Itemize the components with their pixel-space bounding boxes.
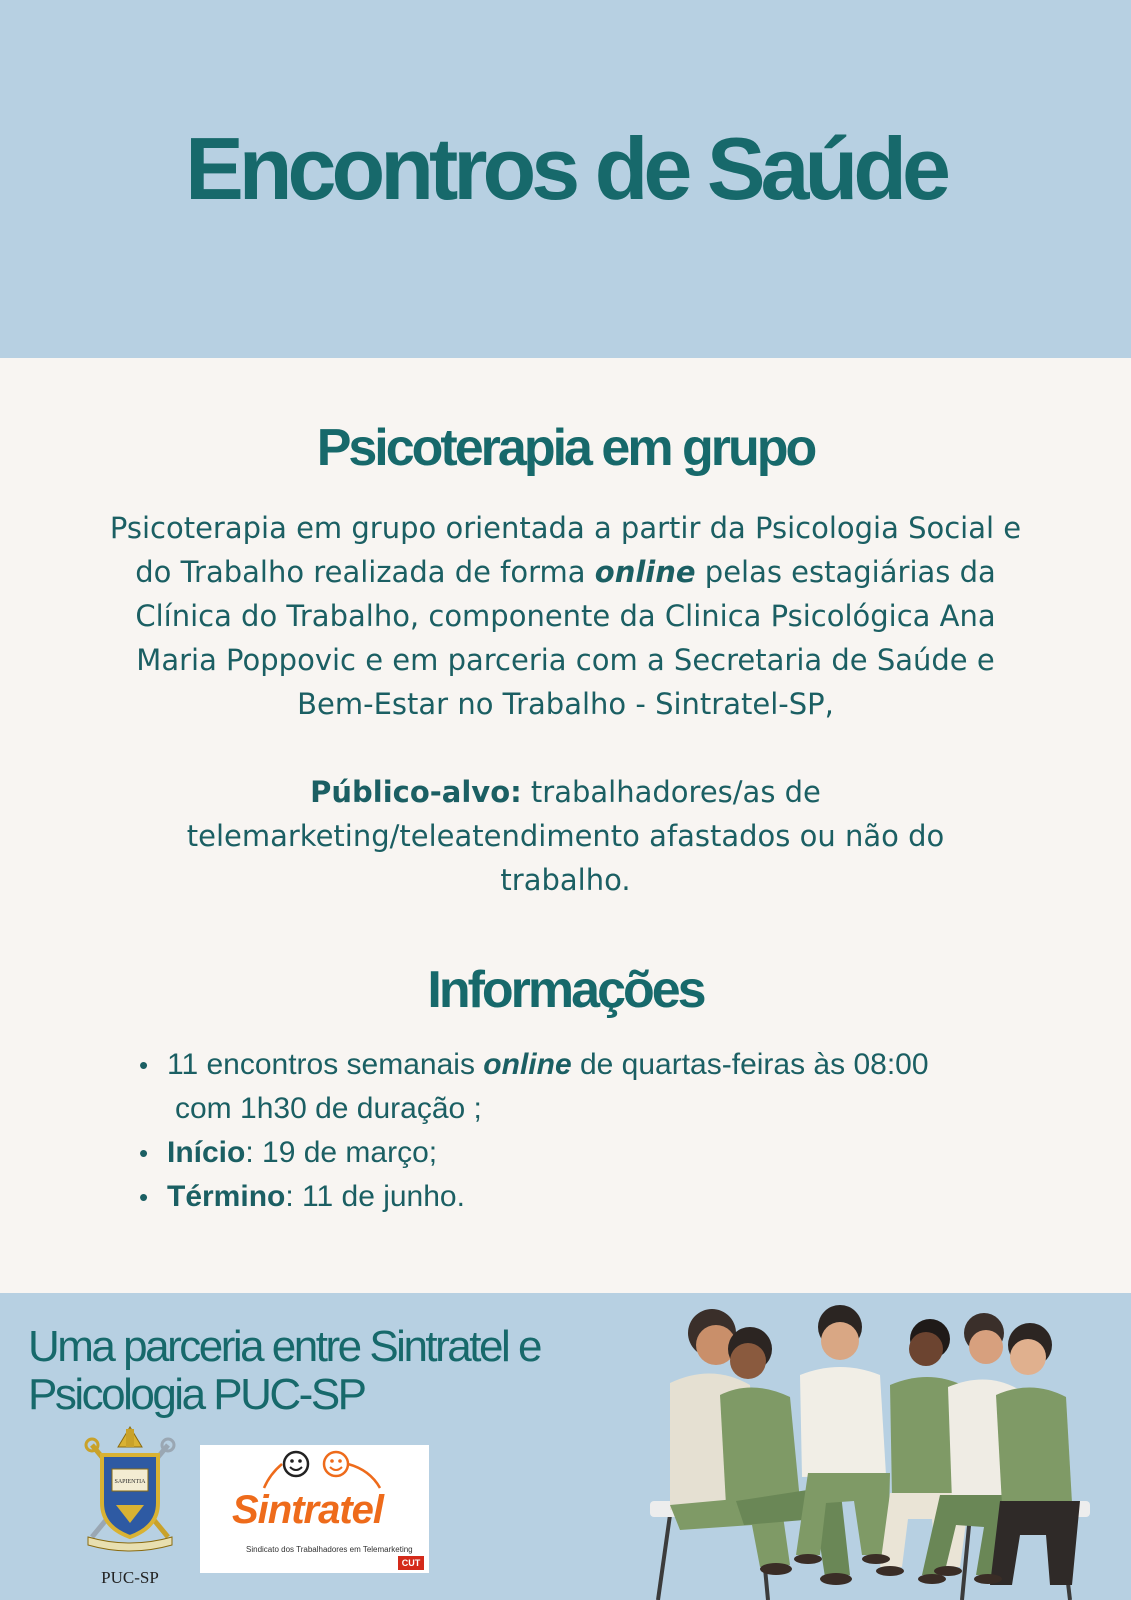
sintratel-logo-text: Sintratel bbox=[232, 1488, 384, 1532]
psicoterapia-title: Psicoterapia em grupo bbox=[316, 419, 815, 477]
bullet-icon: • bbox=[139, 1182, 149, 1212]
audience-text: trabalhadores/as de telemarketing/teleatendimento afastados ou não do trabalho. bbox=[186, 775, 945, 897]
intro-online-emphasis: online bbox=[594, 555, 696, 589]
group-therapy-illustration-icon bbox=[640, 1305, 1100, 1600]
end-label: Término bbox=[167, 1180, 286, 1213]
puc-sp-coat-of-arms-icon bbox=[80, 1425, 180, 1555]
cut-badge: CUT bbox=[398, 1556, 424, 1570]
sintratel-subtitle: Sindicato dos Trabalhadores em Telemarketing bbox=[246, 1545, 413, 1554]
item-prefix: 11 encontros semanais bbox=[167, 1048, 484, 1081]
puc-seal-text: SAPIENTIA bbox=[114, 1479, 146, 1485]
start-label: Início bbox=[167, 1136, 246, 1169]
list-item bbox=[135, 1175, 1035, 1219]
partnership-line-1: Uma parceria entre Sintratel e bbox=[28, 1322, 540, 1371]
informacoes-title: Informações bbox=[427, 961, 704, 1019]
bullet-icon: • bbox=[139, 1050, 149, 1080]
audience-paragraph bbox=[140, 770, 991, 902]
smiley-faces-icon bbox=[262, 1448, 382, 1490]
puc-sp-label: PUC-SP bbox=[101, 1568, 159, 1587]
partnership-text bbox=[28, 1323, 648, 1419]
end-text: : 11 de junho. bbox=[285, 1180, 465, 1213]
item-online-emphasis: online bbox=[483, 1048, 572, 1081]
item-continuation: com 1h30 de duração ; bbox=[175, 1092, 482, 1125]
intro-paragraph bbox=[95, 506, 1036, 726]
intro-text-2: pelas estagiárias da Clínica do Trabalho, componente da Clinica Psicológica Ana Maria Poppovic e em parceria com a Secretaria de Saúde e Bem-Estar no Trabalho - Sintratel-SP, bbox=[135, 555, 996, 721]
bullet-icon: • bbox=[139, 1138, 149, 1168]
start-text: : 19 de março; bbox=[245, 1136, 438, 1169]
list-item bbox=[135, 1043, 1035, 1131]
audience-label: Público-alvo: bbox=[310, 775, 522, 809]
partnership-line-2: Psicologia PUC-SP bbox=[28, 1370, 365, 1419]
item-suffix: de quartas-feiras às 08:00 bbox=[571, 1048, 929, 1081]
list-item bbox=[135, 1131, 1035, 1175]
page-title: Encontros de Saúde bbox=[185, 119, 946, 218]
intro-text-1: Psicoterapia em grupo orientada a partir da Psicologia Social e do Trabalho realizada de forma bbox=[109, 511, 1022, 589]
info-list bbox=[135, 1043, 1035, 1219]
